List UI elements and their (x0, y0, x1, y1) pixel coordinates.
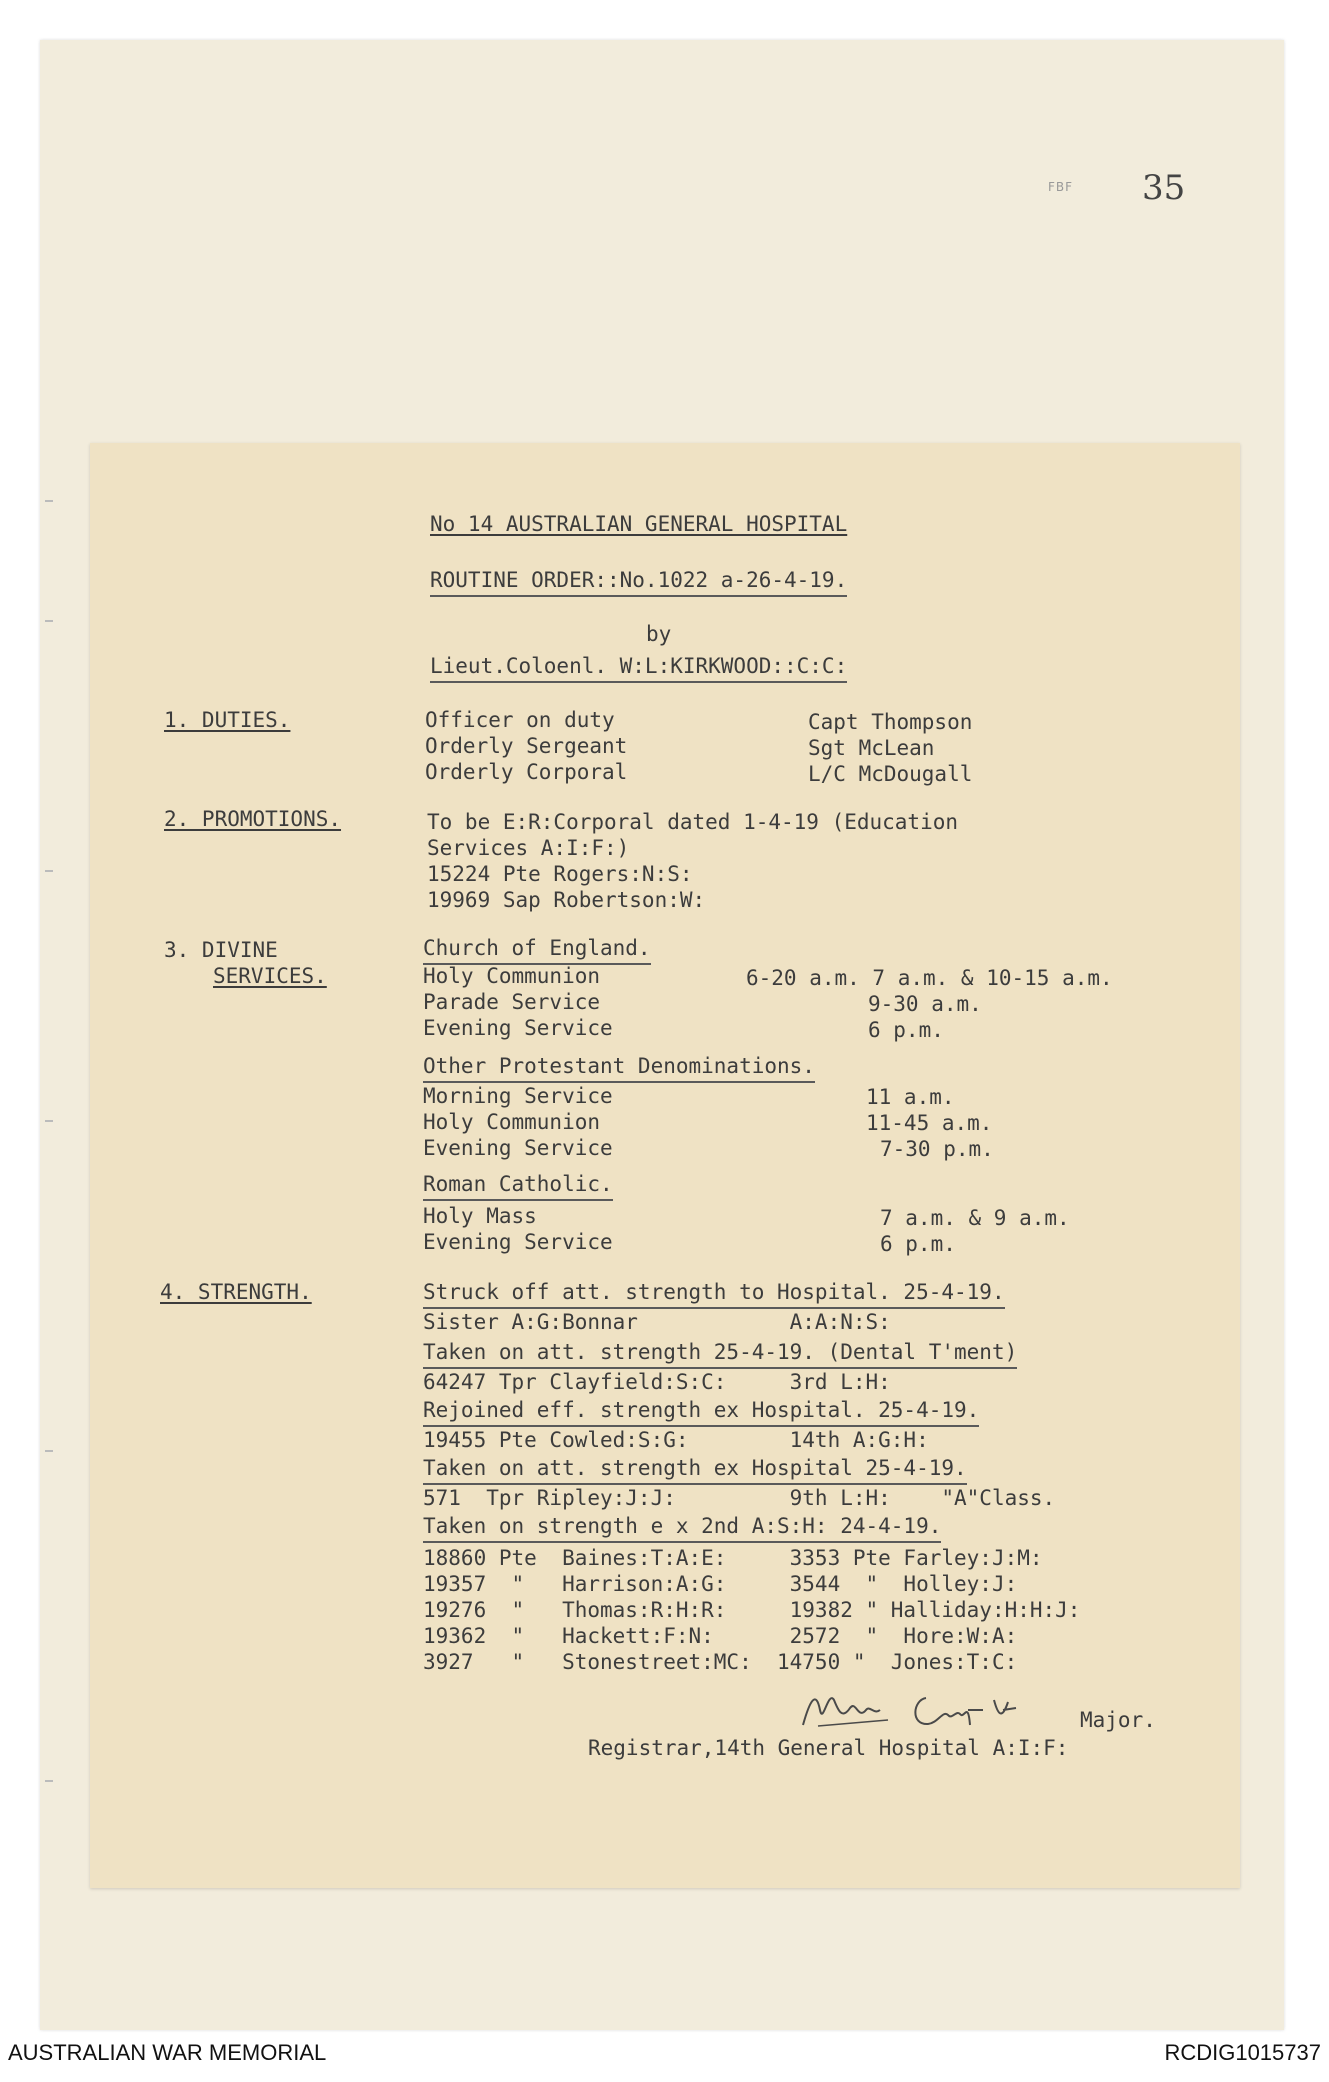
service-name: Evening Service (423, 1016, 613, 1040)
strength-heading: Taken on strength e x 2nd A:S:H: 24-4-19. (423, 1513, 941, 1543)
service-name: Parade Service (423, 990, 601, 1014)
service-time: 11-45 a.m. (866, 1111, 993, 1135)
stamp-mark: FBF (1048, 180, 1074, 194)
duty-name: Sgt McLean (808, 736, 935, 760)
service-name: Morning Service (423, 1084, 613, 1108)
strength-entry: 64247 Tpr Clayfield:S:C: 3rd L:H: (423, 1370, 891, 1394)
duty-role: Officer on duty (425, 708, 615, 732)
section-label-strength: 4. STRENGTH. (160, 1280, 312, 1304)
section-label-promotions: 2. PROMOTIONS. (164, 807, 342, 831)
rank-major: Major. (1080, 1708, 1156, 1732)
strength-entry: 18860 Pte Baines:T:A:E: 3353 Pte Farley:J:M: (423, 1546, 1043, 1570)
strength-entry: 19455 Pte Cowled:S:G: 14th A:G:H: (423, 1428, 929, 1452)
promotion-line: Services A:I:F:) (427, 836, 630, 860)
page-number: 35 (1142, 168, 1186, 208)
church-heading: Church of England. (423, 935, 651, 965)
duty-role: Orderly Sergeant (425, 734, 628, 758)
service-name: Evening Service (423, 1230, 613, 1254)
service-time: 6 p.m. (880, 1232, 956, 1256)
promotion-line: To be E:R:Corporal dated 1-4-19 (Education (427, 810, 959, 834)
hospital-heading: No 14 AUSTRALIAN GENERAL HOSPITAL (430, 512, 848, 536)
service-name: Holy Communion (423, 964, 601, 988)
strength-heading: Struck off att. strength to Hospital. 25-4-19. (423, 1279, 1005, 1309)
duty-role: Orderly Corporal (425, 760, 628, 784)
duty-name: L/C McDougall (808, 762, 973, 786)
strength-entry: 19276 " Thomas:R:H:R: 19382 " Halliday:H:H:J: (423, 1598, 1081, 1622)
section-label-duties: 1. DUTIES. (164, 708, 291, 732)
church-heading: Other Protestant Denominations. (423, 1053, 815, 1083)
service-name: Holy Communion (423, 1110, 601, 1134)
handwritten-signature (798, 1680, 1058, 1740)
service-time: 6 p.m. (868, 1018, 944, 1042)
section-label-services: SERVICES. (213, 964, 327, 988)
commanding-officer: Lieut.Coloenl. W:L:KIRKWOOD::C:C: (430, 653, 847, 683)
service-time: 6-20 a.m. 7 a.m. & 10-15 a.m. (746, 966, 1113, 990)
service-time: 9-30 a.m. (868, 992, 982, 1016)
strength-entry: 3927 " Stonestreet:MC: 14750 " Jones:T:C: (423, 1650, 1018, 1674)
strength-heading: Taken on att. strength ex Hospital 25-4-19. (423, 1455, 967, 1485)
promotion-line: 19969 Sap Robertson:W: (427, 888, 706, 912)
strength-heading: Taken on att. strength 25-4-19. (Dental T'ment) (423, 1339, 1017, 1369)
service-name: Holy Mass (423, 1204, 537, 1228)
service-time: 7-30 p.m. (880, 1137, 994, 1161)
service-time: 11 a.m. (866, 1085, 955, 1109)
strength-entry: 571 Tpr Ripley:J:J: 9th L:H: "A"Class. (423, 1486, 1056, 1510)
church-heading: Roman Catholic. (423, 1171, 613, 1201)
strength-heading: Rejoined eff. strength ex Hospital. 25-4-19. (423, 1397, 979, 1427)
strength-entry: Sister A:G:Bonnar A:A:N:S: (423, 1310, 891, 1334)
footer-record-id: RCDIG1015737 (1164, 2040, 1321, 2065)
promotion-line: 15224 Pte Rogers:N:S: (427, 862, 693, 886)
strength-entry: 19362 " Hackett:F:N: 2572 " Hore:W:A: (423, 1624, 1018, 1648)
routine-order-sheet (90, 443, 1240, 1888)
footer-source: AUSTRALIAN WAR MEMORIAL (8, 2040, 327, 2065)
strength-entry: 19357 " Harrison:A:G: 3544 " Holley:J: (423, 1572, 1018, 1596)
service-name: Evening Service (423, 1136, 613, 1160)
by-line: by (646, 622, 672, 646)
registrar-title: Registrar,14th General Hospital A:I:F: (588, 1736, 1069, 1760)
routine-order-number: ROUTINE ORDER::No.1022 a-26-4-19. (430, 567, 847, 597)
duty-name: Capt Thompson (808, 710, 973, 734)
section-label-divine: 3. DIVINE (164, 938, 278, 962)
service-time: 7 a.m. & 9 a.m. (880, 1206, 1070, 1230)
